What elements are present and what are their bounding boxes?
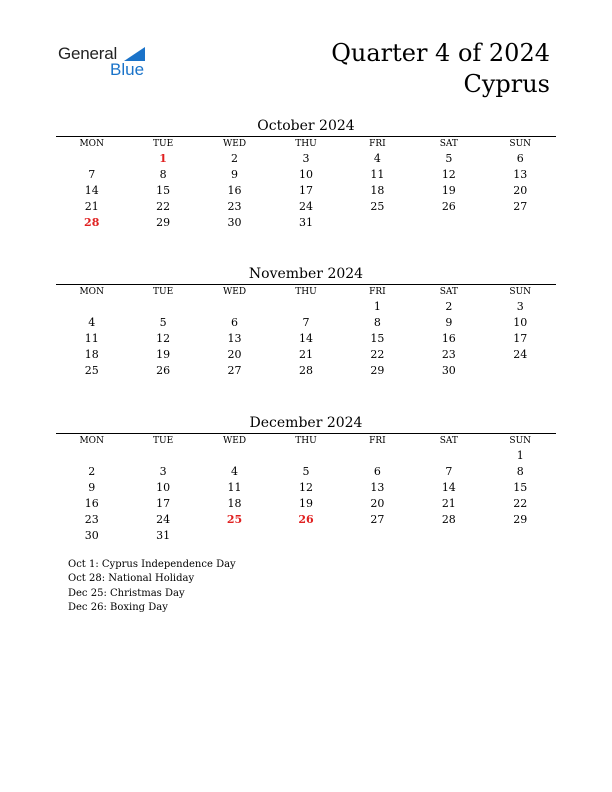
week-row xyxy=(56,199,556,215)
empty-day-cell xyxy=(485,363,556,379)
day-cell: 18 xyxy=(227,497,242,510)
weekday-label: MON xyxy=(79,436,104,446)
weekday-label: FRI xyxy=(369,287,386,297)
empty-day-cell xyxy=(56,299,127,315)
empty-day-cell xyxy=(127,448,198,464)
holiday-note: Oct 1: Cyprus Independence Day xyxy=(68,559,236,570)
weekday-label: TUE xyxy=(153,139,174,149)
day-cell: 15 xyxy=(513,481,528,494)
day-cell: 11 xyxy=(84,332,99,345)
day-cell: 20 xyxy=(227,348,242,361)
day-cell: 25 xyxy=(370,200,385,213)
day-cell: 22 xyxy=(156,200,171,213)
day-cell: 26 xyxy=(156,364,171,377)
day-cell: 3 xyxy=(302,152,310,165)
weekday-header-row xyxy=(56,285,556,299)
logo-triangle-icon xyxy=(124,47,145,61)
day-cell: 2 xyxy=(445,300,453,313)
week-row xyxy=(56,215,556,231)
day-cell: 26 xyxy=(441,200,456,213)
weekday-label: WED xyxy=(223,436,247,446)
day-cell: 6 xyxy=(516,152,524,165)
week-row xyxy=(56,331,556,347)
day-cell: 12 xyxy=(298,481,313,494)
day-cell: 14 xyxy=(441,481,456,494)
title-country: Cyprus xyxy=(463,70,550,98)
day-cell: 22 xyxy=(370,348,385,361)
month-november xyxy=(56,264,556,379)
empty-day-cell xyxy=(342,448,413,464)
month-october xyxy=(56,116,556,231)
weekday-label: WED xyxy=(223,287,247,297)
empty-day-cell xyxy=(199,448,270,464)
empty-day-cell xyxy=(270,528,341,544)
weekday-label: TUE xyxy=(153,436,174,446)
empty-day-cell xyxy=(413,528,484,544)
day-cell: 28 xyxy=(441,513,456,526)
day-cell: 13 xyxy=(370,481,385,494)
week-row xyxy=(56,167,556,183)
day-cell: 21 xyxy=(441,497,456,510)
day-cell: 5 xyxy=(159,316,167,329)
day-cell: 29 xyxy=(156,216,171,229)
day-cell: 23 xyxy=(441,348,456,361)
day-cell: 2 xyxy=(231,152,239,165)
day-cell: 5 xyxy=(302,465,310,478)
day-cell: 4 xyxy=(231,465,239,478)
day-cell: 8 xyxy=(516,465,524,478)
day-cell: 10 xyxy=(513,316,528,329)
day-cell: 24 xyxy=(513,348,528,361)
day-cell: 16 xyxy=(441,332,456,345)
empty-day-cell xyxy=(413,448,484,464)
weekday-label: SUN xyxy=(509,139,532,149)
day-cell: 6 xyxy=(231,316,239,329)
week-row xyxy=(56,151,556,167)
day-cell: 9 xyxy=(231,168,239,181)
day-cell: 25 xyxy=(84,364,99,377)
day-cell: 19 xyxy=(156,348,171,361)
holiday-note: Oct 28: National Holiday xyxy=(68,573,195,585)
weekday-label: SAT xyxy=(439,287,458,297)
day-cell: 12 xyxy=(441,168,456,181)
logo-general-text: General xyxy=(58,44,118,63)
week-row xyxy=(56,496,556,512)
day-cell: 24 xyxy=(156,513,171,526)
day-cell: 27 xyxy=(513,200,528,213)
week-row xyxy=(56,183,556,199)
day-cell: 14 xyxy=(298,332,313,345)
day-cell: 7 xyxy=(445,465,453,478)
day-cell: 2 xyxy=(88,465,96,478)
empty-day-cell xyxy=(485,215,556,231)
weekday-label: WED xyxy=(223,139,247,149)
holiday-notes xyxy=(68,558,236,615)
weekday-label: THU xyxy=(295,139,317,149)
day-cell: 21 xyxy=(298,348,313,361)
day-cell: 9 xyxy=(88,481,96,494)
empty-day-cell xyxy=(199,299,270,315)
day-cell: 10 xyxy=(298,168,313,181)
empty-day-cell xyxy=(342,528,413,544)
day-cell: 10 xyxy=(156,481,171,494)
day-cell: 5 xyxy=(445,152,453,165)
week-row xyxy=(56,315,556,331)
empty-day-cell xyxy=(485,528,556,544)
day-cell: 4 xyxy=(373,152,381,165)
day-cell: 30 xyxy=(227,216,242,229)
empty-day-cell xyxy=(127,299,198,315)
generalblue-logo xyxy=(58,44,158,80)
day-cell: 29 xyxy=(370,364,385,377)
page-title xyxy=(331,38,550,100)
day-cell: 19 xyxy=(441,184,456,197)
day-cell: 13 xyxy=(513,168,528,181)
empty-day-cell xyxy=(56,151,127,167)
weekday-label: FRI xyxy=(369,139,386,149)
day-cell: 20 xyxy=(370,497,385,510)
month-december xyxy=(56,413,556,544)
day-cell: 11 xyxy=(370,168,385,181)
week-row xyxy=(56,363,556,379)
day-cell: 22 xyxy=(513,497,528,510)
day-cell: 29 xyxy=(513,513,528,526)
day-cell: 21 xyxy=(84,200,99,213)
holiday-note: Dec 26: Boxing Day xyxy=(68,601,168,613)
day-cell: 15 xyxy=(370,332,385,345)
day-cell: 31 xyxy=(156,529,171,542)
day-cell: 1 xyxy=(373,300,381,313)
day-cell: 17 xyxy=(156,497,171,510)
weekday-label: TUE xyxy=(153,287,174,297)
weekday-label: MON xyxy=(79,287,104,297)
day-cell: 27 xyxy=(227,364,242,377)
day-cell: 27 xyxy=(370,513,385,526)
day-cell: 7 xyxy=(302,316,310,329)
empty-day-cell xyxy=(413,215,484,231)
weekday-header-row xyxy=(56,137,556,151)
empty-day-cell xyxy=(342,215,413,231)
week-row xyxy=(56,480,556,496)
day-cell: 17 xyxy=(298,184,313,197)
day-cell: 31 xyxy=(298,216,313,229)
day-cell: 11 xyxy=(227,481,242,494)
day-cell: 16 xyxy=(227,184,242,197)
day-cell: 14 xyxy=(84,184,99,197)
day-cell: 3 xyxy=(159,465,167,478)
month-title: October 2024 xyxy=(257,118,355,134)
weekday-header-row xyxy=(56,434,556,448)
weekday-label: SAT xyxy=(439,436,458,446)
day-cell: 20 xyxy=(513,184,528,197)
week-row xyxy=(56,448,556,464)
weekday-label: FRI xyxy=(369,436,386,446)
day-cell: 1 xyxy=(516,449,524,462)
day-cell: 18 xyxy=(370,184,385,197)
day-cell: 7 xyxy=(88,168,96,181)
weekday-label: SUN xyxy=(509,436,532,446)
day-cell: 9 xyxy=(445,316,453,329)
holiday-day-cell: 28 xyxy=(84,216,100,229)
day-cell: 30 xyxy=(84,529,99,542)
day-cell: 15 xyxy=(156,184,171,197)
day-cell: 3 xyxy=(516,300,524,313)
weekday-label: THU xyxy=(295,436,317,446)
holiday-day-cell: 1 xyxy=(159,152,167,165)
day-cell: 28 xyxy=(298,364,313,377)
empty-day-cell xyxy=(270,448,341,464)
week-row xyxy=(56,347,556,363)
month-title: December 2024 xyxy=(249,415,363,431)
day-cell: 23 xyxy=(227,200,242,213)
day-cell: 30 xyxy=(441,364,456,377)
day-cell: 24 xyxy=(298,200,313,213)
empty-day-cell xyxy=(270,299,341,315)
holiday-day-cell: 25 xyxy=(226,513,243,526)
holiday-day-cell: 26 xyxy=(298,513,314,526)
week-row xyxy=(56,299,556,315)
logo-blue-text: Blue xyxy=(110,60,145,79)
weekday-label: SUN xyxy=(509,287,532,297)
week-row xyxy=(56,528,556,544)
day-cell: 13 xyxy=(227,332,242,345)
day-cell: 17 xyxy=(513,332,528,345)
day-cell: 23 xyxy=(84,513,99,526)
day-cell: 6 xyxy=(373,465,381,478)
day-cell: 8 xyxy=(159,168,167,181)
week-row xyxy=(56,464,556,480)
day-cell: 19 xyxy=(298,497,313,510)
empty-day-cell xyxy=(56,448,127,464)
title-quarter: Quarter 4 of 2024 xyxy=(331,39,550,67)
day-cell: 8 xyxy=(373,316,381,329)
weekday-label: MON xyxy=(79,139,104,149)
day-cell: 16 xyxy=(84,497,99,510)
day-cell: 4 xyxy=(88,316,96,329)
holiday-note: Dec 25: Christmas Day xyxy=(68,587,185,599)
week-row xyxy=(56,512,556,528)
day-cell: 12 xyxy=(156,332,171,345)
day-cell: 18 xyxy=(84,348,99,361)
weekday-label: SAT xyxy=(439,139,458,149)
month-title: November 2024 xyxy=(248,266,364,282)
weekday-label: THU xyxy=(295,287,317,297)
empty-day-cell xyxy=(199,528,270,544)
